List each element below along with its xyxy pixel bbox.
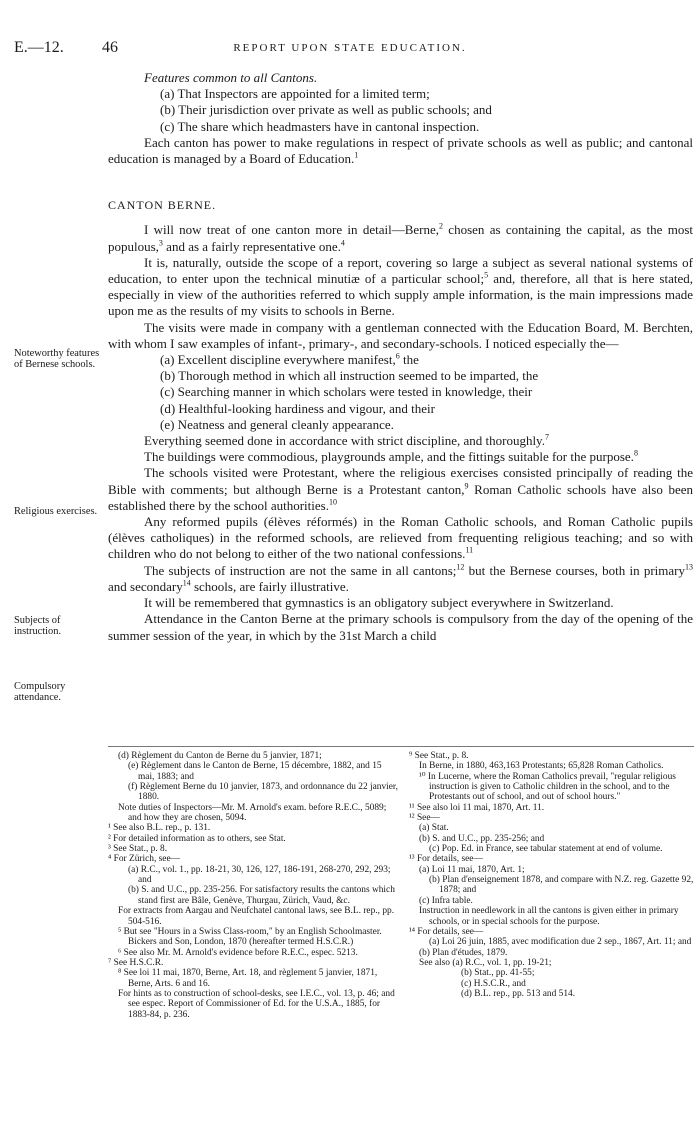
footnote-line: ⁶ See also Mr. M. Arnold's evidence before R.E.C., espec. 5213. bbox=[118, 947, 358, 958]
footnote-line: ¹⁴ For details, see— bbox=[409, 926, 484, 937]
footnote-line: ⁷ See H.S.C.R. bbox=[108, 957, 164, 968]
footnote-line: ² For detailed information as to others, see Stat. bbox=[108, 833, 286, 844]
paragraph-buildings: The buildings were commodious, playgrounds ample, and the fittings suitable for the purpose.$^8$ bbox=[144, 448, 638, 465]
footnote-line: (b) Plan d'enseignement 1878, and compare with N.Z. reg. Gazette 92, 1878; and bbox=[429, 875, 694, 896]
footnote-line: (d) Règlement du Canton de Berne du 5 janvier, 1871; bbox=[118, 751, 322, 761]
feature-item: (b) Their jurisdiction over private as well as public schools; and bbox=[160, 102, 492, 118]
footnote-line: (d) B.L. rep., pp. 513 and 514. bbox=[461, 988, 576, 999]
footnote-line: ³ See Stat., p. 8. bbox=[108, 844, 168, 855]
margin-note-compulsory: Compulsory attendance. bbox=[14, 681, 66, 703]
paragraph-reformed-pupils: Any reformed pupils (élèves réformés) in the Roman Catholic schools, and Roman Catholic pupils (élèves catholiques) in the reformed schools, are relieved from frequenting religious teaching; and so with children who do not belong to either of the two national confessions.$^{11}$ bbox=[108, 514, 693, 562]
paragraph-each-canton: Each canton has power to make regulations in respect of private schools as well as public; and cantonal education is managed by a Board of Education.$^1$ bbox=[108, 134, 693, 167]
section-title: CANTON BERNE. bbox=[108, 198, 217, 213]
footnotes-right-column bbox=[409, 751, 694, 999]
margin-note-religious: Religious exercises. bbox=[14, 506, 98, 517]
footnote-line: In Berne, in 1880, 463,163 Protestants; 65,828 Roman Catholics. bbox=[419, 761, 664, 772]
feature-item: (c) The share which headmasters have in cantonal inspection. bbox=[160, 118, 480, 134]
footnote-line: ⁹ See Stat., p. 8. bbox=[409, 751, 469, 761]
paragraph-gymnastics: It will be remembered that gymnastics is an obligatory subject everywhere in Switzerland. bbox=[144, 595, 614, 611]
footnote-line: (b) Plan d'études, 1879. bbox=[419, 947, 508, 958]
footnote-line: (b) S. and U.C., pp. 235-256. For satisfactory results the cantons which stand first are Bâle, Genève, Thurgau, Zürich, Vaud, &c. bbox=[128, 885, 395, 906]
paragraph-canton-detail: I will now treat of one canton more in detail—Berne,$^2$ chosen as containing the capital, as the most populous,$^3$ and as a fairly representative one.$^4$ bbox=[108, 222, 693, 254]
footnote-line: (b) Stat., pp. 41-55; bbox=[461, 968, 535, 979]
footnote-line: ¹² See— bbox=[409, 813, 440, 824]
footnote-line: ⁵ But see "Hours in a Swiss Class-room," by an English Schoolmaster. Bickers and Son, London, 1870 (hereafter termed H.S.C.R.) bbox=[118, 926, 382, 948]
footnote-line: (c) Infra table. bbox=[419, 895, 473, 906]
main-text bbox=[108, 70, 693, 644]
footnote-line: (a) Loi 26 juin, 1885, avec modification due 2 sep., 1867, Art. 11; and bbox=[429, 937, 692, 948]
footnotes-left-column bbox=[108, 751, 400, 1020]
noticed-item: (d) Healthful-looking hardiness and vigour, and their bbox=[160, 400, 435, 416]
document-reference: E.—12. bbox=[14, 39, 64, 56]
footnote-line: (c) Pop. Ed. in France, see tabular statement at end of volume. bbox=[429, 844, 663, 855]
paragraph-protestant: The schools visited were Protestant, where the religious exercises consisted principally of reading the Bible with comments; but although Berne is a Protestant canton,$^9$ Roman Catholic schools have also been established there by the school authorities.$^{10}$ bbox=[108, 465, 693, 513]
noticed-item: (e) Neatness and general cleanly appearance. bbox=[160, 416, 394, 432]
footnote-line: For hints as to construction of school-desks, see I.E.C., vol. 13, p. 46; and see espec. Report of Commissioner of Ed. for the U.S.A., 1885, for 1883-84, p. 236. bbox=[118, 988, 395, 1020]
footnote-line: (a) Loi 11 mai, 1870, Art. 1; bbox=[419, 864, 525, 875]
footnote-line: ¹¹ See also loi 11 mai, 1870, Art. 11. bbox=[409, 802, 545, 813]
feature-item: (a) That Inspectors are appointed for a limited term; bbox=[160, 86, 430, 102]
paragraph-visits: The visits were made in company with a gentleman connected with the Education Board, M. Berchten, with whom I saw examples of infant-, primary-, and secondary-schools. I noticed especially the— bbox=[108, 319, 693, 351]
noticed-item: (c) Searching manner in which scholars were tested in knowledge, their bbox=[160, 384, 533, 400]
margin-note-subjects: Subjects of instruction. bbox=[14, 615, 62, 637]
footnote-line: Instruction in needlework in all the cantons is given either in primary schools, or in special schools for the purpose. bbox=[419, 906, 679, 927]
paragraph-subjects: The subjects of instruction are not the same in all cantons;$^{12}$ but the Bernese courses, both in primary$^{13}$ and secondary$^{14}$ schools, are fairly illustrative. bbox=[108, 562, 693, 594]
footnote-line: ⁸ See loi 11 mai, 1870, Berne, Art. 18, and règlement 5 janvier, 1871, Berne, Arts. 6 and 16. bbox=[118, 968, 378, 989]
paragraph-discipline: Everything seemed done in accordance with strict discipline, and thoroughly.$^7$ bbox=[144, 432, 549, 449]
paragraph-attendance: Attendance in the Canton Berne at the primary schools is compulsory from the day of the opening of the summer session of the year, in which by the 31st March a child bbox=[108, 611, 693, 643]
paragraph-scope: It is, naturally, outside the scope of a report, covering so large a subject as several national systems of education, to enter upon the technical minutiæ of a particular school;$^5$ and, therefore, all that is here stated, especially in view of the authorities referred to which supply ample information, is the main impressions made upon me as the results of my visits to schools in Berne. bbox=[108, 254, 694, 319]
features-heading: Features common to all Cantons. bbox=[144, 70, 318, 85]
footnote-line: (e) Règlement dans le Canton de Berne, 15 décembre, 1882, and 15 mai, 1883; and bbox=[128, 761, 382, 782]
noticed-item: (a) Excellent discipline everywhere manifest,$^6$ the bbox=[160, 351, 419, 368]
page-header bbox=[14, 41, 686, 57]
footnote-line: (a) R.C., vol. 1., pp. 18-21, 30, 126, 127, 186-191, 268-270, 292, 293; and bbox=[128, 864, 391, 886]
footnote-line: ¹ See also B.L. rep., p. 131. bbox=[108, 823, 211, 834]
footnote-line: ⁴ For Zürich, see— bbox=[108, 854, 181, 865]
running-title: REPORT UPON STATE EDUCATION. bbox=[233, 42, 467, 54]
page-number: 46 bbox=[102, 39, 118, 56]
footnote-line: (f) Règlement Berne du 10 janvier, 1873, and ordonnance du 22 janvier, 1880. bbox=[128, 782, 398, 803]
noticed-item: (b) Thorough method in which all instruction seemed to be imparted, the bbox=[160, 368, 539, 384]
margin-note-noteworthy: Noteworthy features of Bernese schools. bbox=[14, 348, 100, 370]
footnote-line: (a) Stat. bbox=[419, 823, 449, 834]
footnote-line: (b) S. and U.C., pp. 235-256; and bbox=[419, 833, 545, 844]
footnote-divider bbox=[108, 746, 694, 747]
footnote-line: ¹⁰ In Lucerne, where the Roman Catholics prevail, "regular religious instruction is given to Catholic children in the school, and to the Protestants out of school, and out of school hours." bbox=[419, 771, 676, 803]
footnote-line: See also (a) R.C., vol. 1, pp. 19-21; bbox=[419, 957, 552, 968]
footnote-line: (c) H.S.C.R., and bbox=[461, 978, 526, 989]
footnote-line: ¹³ For details, see— bbox=[409, 854, 483, 865]
footnote-line: Note duties of Inspectors—Mr. M. Arnold's exam. before R.E.C., 5089; and how they are chosen, 5094. bbox=[118, 802, 387, 824]
footnote-line: For extracts from Aargau and Neufchatel cantonal laws, see B.L. rep., pp. 504-516. bbox=[118, 906, 395, 927]
